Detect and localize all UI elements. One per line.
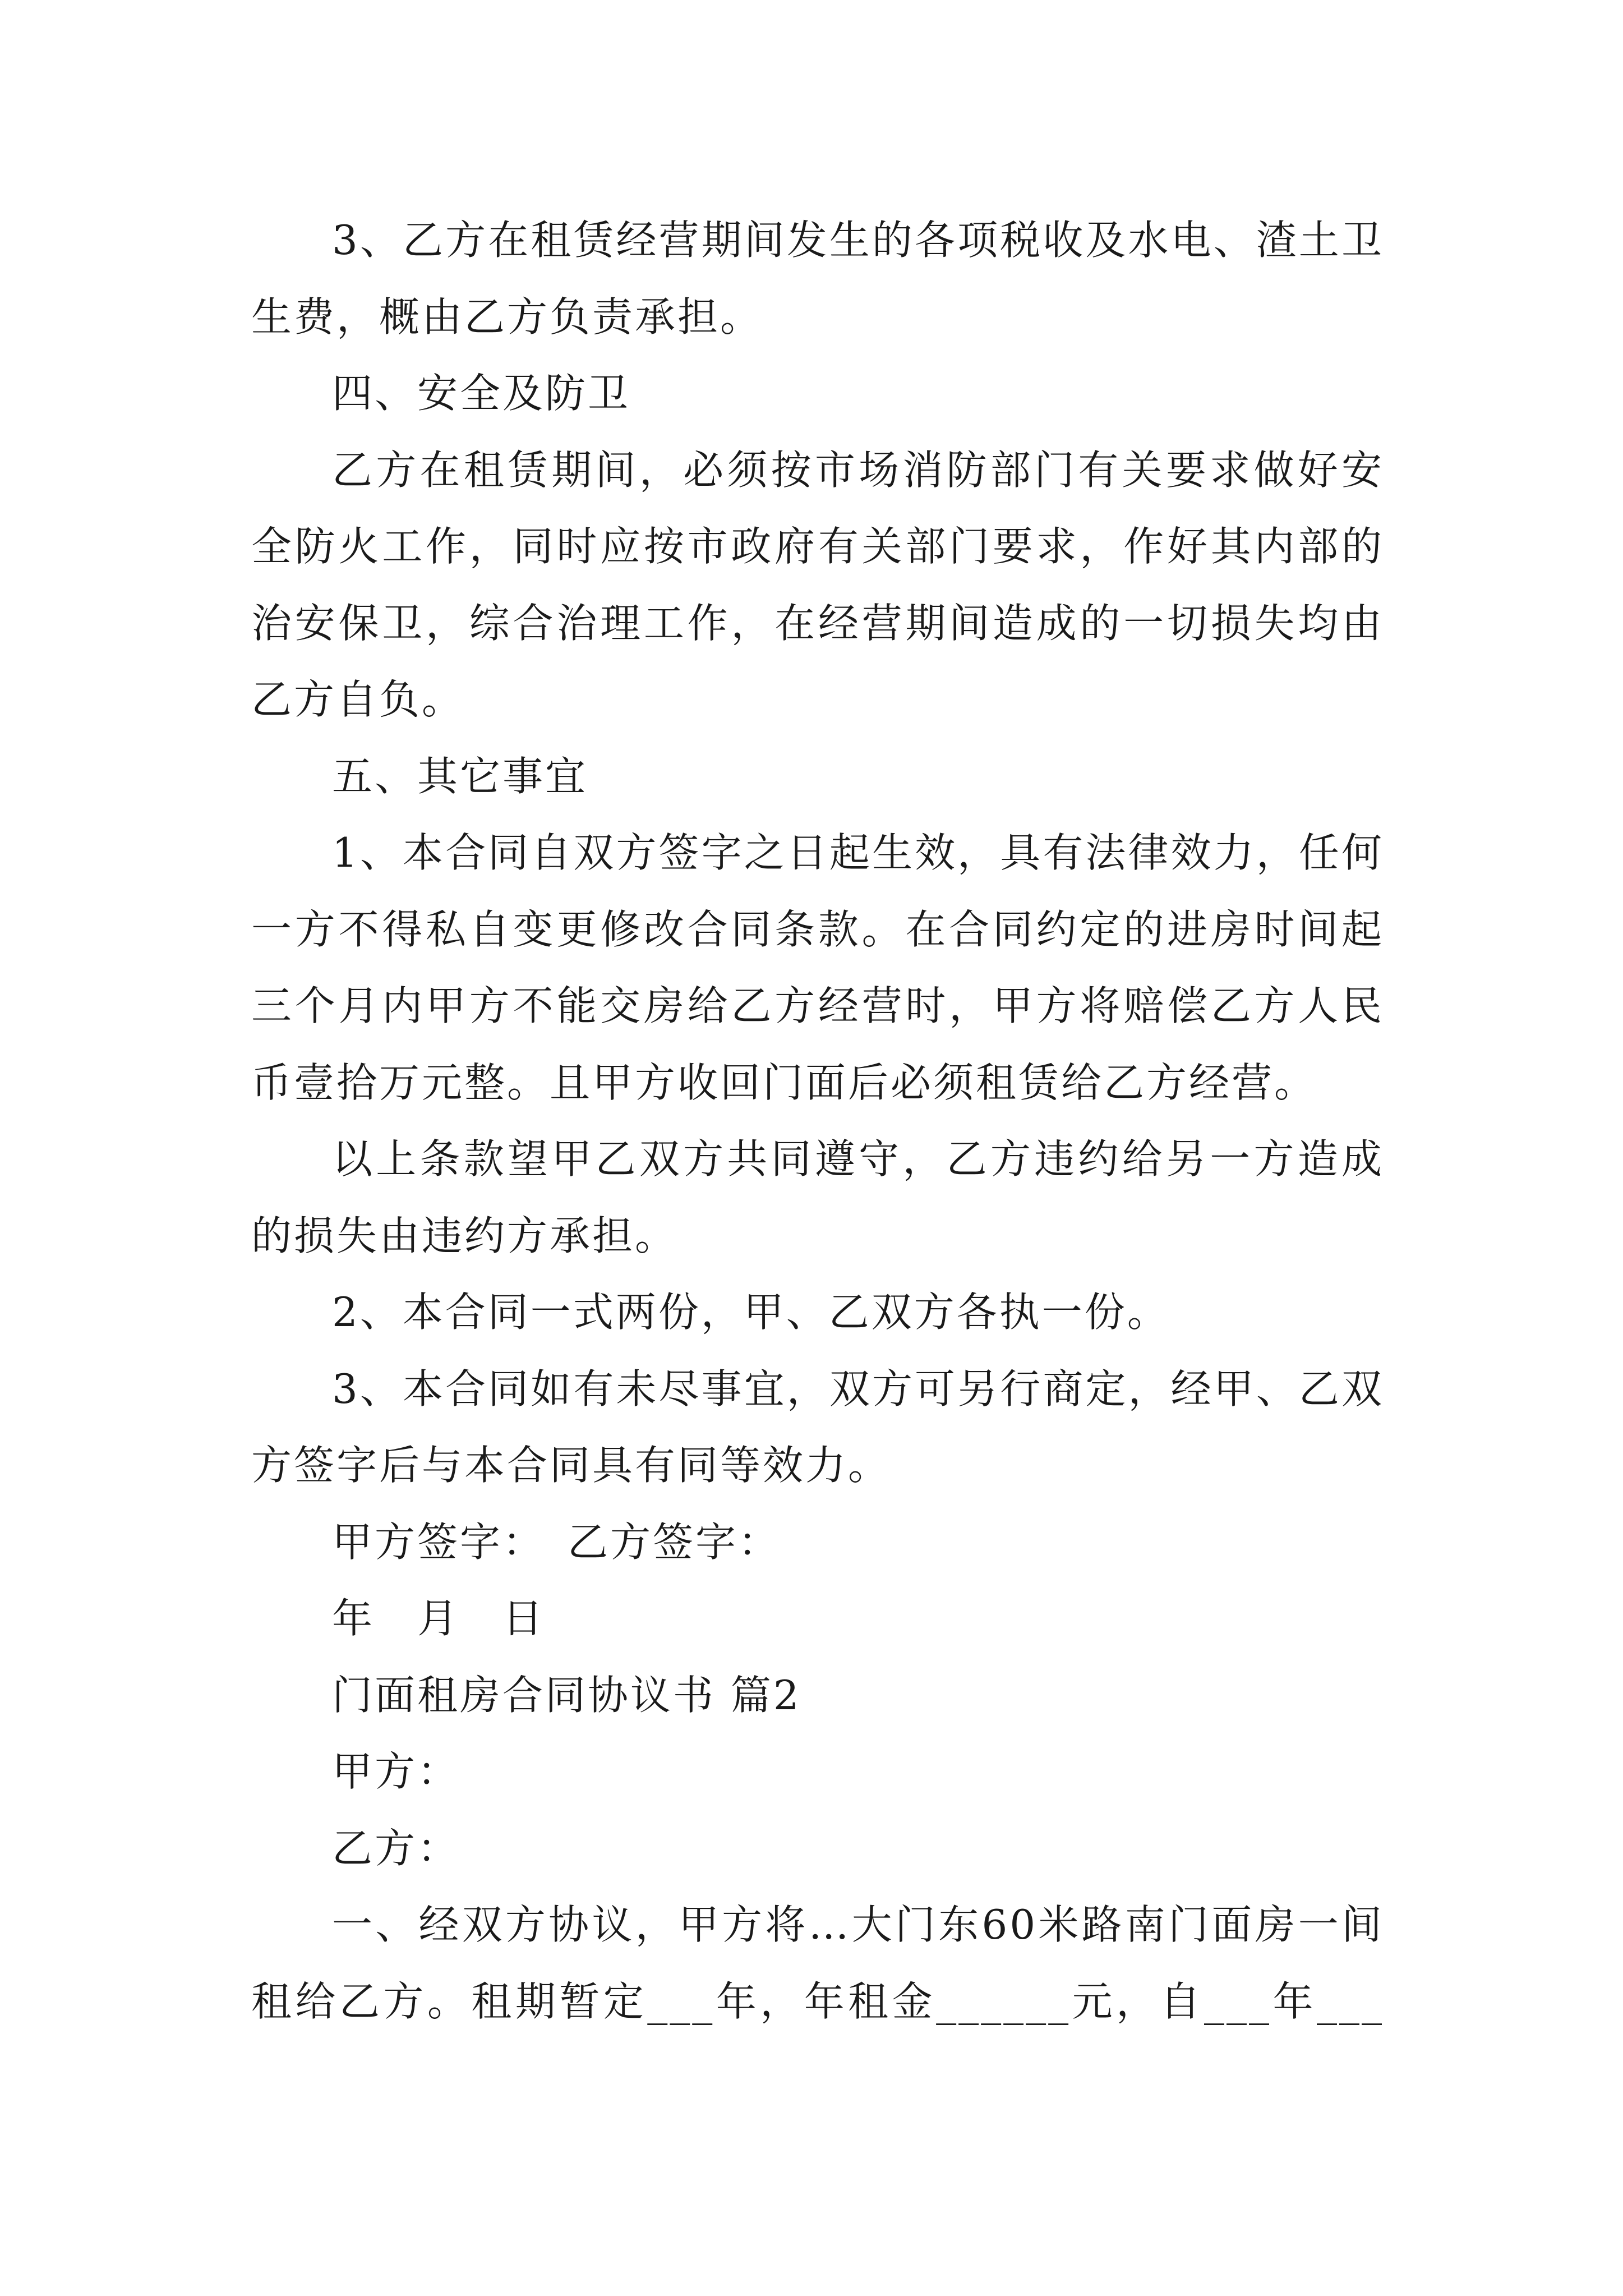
clause-3-taxes: 3、乙方在租赁经营期间发生的各项税收及水电、渣土卫生费，概由乙方负责承担。 <box>251 217 1384 341</box>
other-clause-1: 1、本合同自双方签字之日起生效，具有法律效力，任何一方不得私自变更修改合同条款。在合同约定的进房时间起三个月内甲方不能交房给乙方经营时，甲方将赔偿乙方人民币壹拾万元整。且甲方收回门面后必须租赁给乙方经营。 <box>251 829 1384 1106</box>
signature-line: 甲方签字： 乙方签字： <box>332 1518 781 1566</box>
other-clause-2: 2、本合同一式两份，甲、乙双方各执一份。 <box>332 1289 1170 1336</box>
document-body <box>251 202 1384 2040</box>
party-a-line: 甲方： <box>332 1748 460 1795</box>
party-b-line: 乙方： <box>332 1824 460 1872</box>
safety-clause: 乙方在租赁期间，必须按市场消防部门有关要求做好安全防火工作，同时应按市政府有关部门要求，作好其内部的治安保卫，综合治理工作，在经营期间造成的一切损失均由乙方自负。 <box>251 446 1384 723</box>
other-clause-3: 3、本合同如有未尽事宜，双方可另行商定，经甲、乙双方签字后与本合同具有同等效力。 <box>251 1365 1384 1489</box>
section-heading-other: 五、其它事宜 <box>332 752 588 800</box>
contract-title-2: 门面租房合同协议书 篇2 <box>332 1671 801 1719</box>
compliance-clause: 以上条款望甲乙双方共同遵守，乙方违约给另一方造成的损失由违约方承担。 <box>251 1135 1384 1259</box>
date-line: 年 月 日 <box>332 1595 546 1642</box>
lease-clause-1: 一、经双方协议，甲方将…大门东60米路南门面房一间租给乙方。租期暂定___年，年租金______元，自___年___ <box>251 1901 1384 2025</box>
section-heading-safety: 四、安全及防卫 <box>332 370 631 417</box>
